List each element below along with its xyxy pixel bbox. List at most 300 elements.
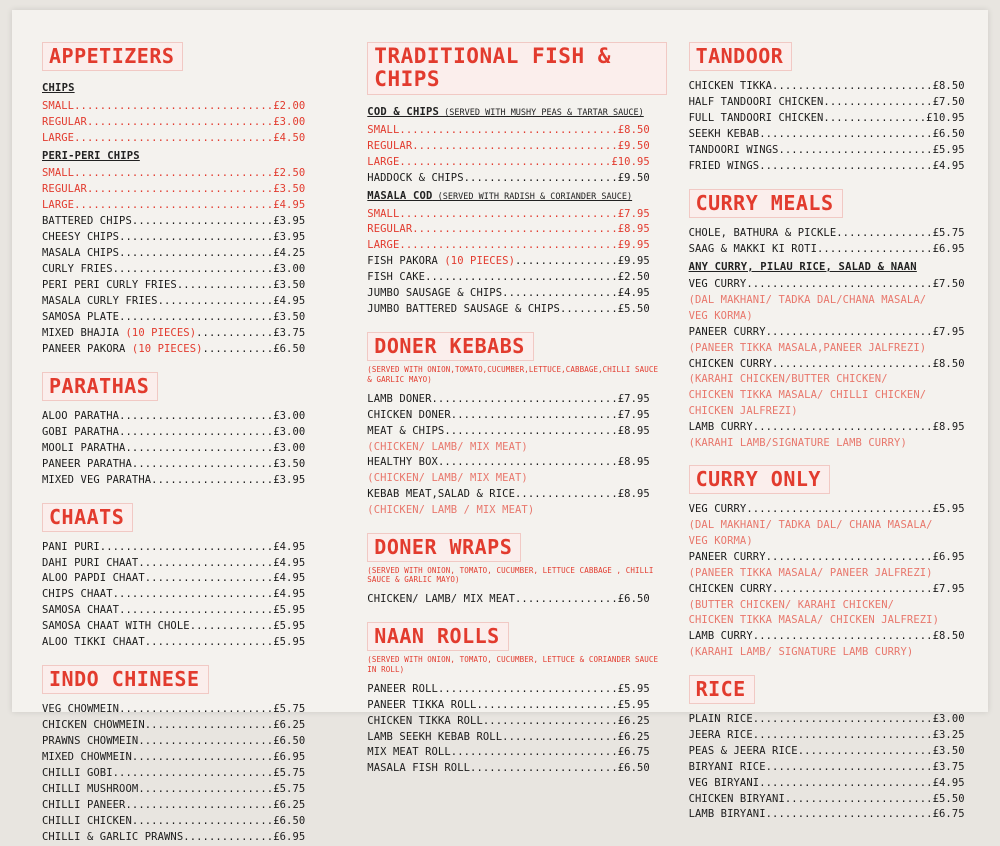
menu-item [689, 277, 970, 293]
menu-item-price: £2.50 [617, 271, 650, 284]
menu-item [689, 357, 970, 373]
menu-item-price: £5.95 [273, 604, 306, 617]
menu-item-price: £7.95 [617, 207, 650, 220]
menu-item [42, 310, 339, 326]
menu-item-list [367, 123, 666, 187]
menu-item-name: CURLY FRIES [42, 263, 113, 276]
menu-item-name: LAMB CURRY [688, 420, 753, 433]
menu-item [42, 718, 339, 734]
menu-item-price: £6.50 [273, 814, 306, 827]
menu-item: (KARAHI LAMB/ SIGNATURE LAMB CURRY) [688, 646, 914, 658]
group-subheading: MASALA COD (SERVED WITH RADISH & CORIANDER SAUCE) [367, 189, 633, 202]
menu-item-price: £7.95 [932, 582, 965, 595]
dot-leader: ................ [823, 111, 927, 124]
dot-leader: ..................... [797, 744, 933, 757]
menu-item: (CHICKEN/ LAMB / MIX MEAT) [367, 503, 535, 516]
dot-leader: .................... [144, 636, 274, 649]
menu-item-price: £6.75 [932, 808, 965, 821]
menu-item [42, 342, 339, 358]
group-note: (SERVED WITH MUSHY PEAS & TARTAR SAUCE) [439, 108, 644, 119]
menu-item-list [689, 277, 970, 451]
menu-section-appetizers [42, 32, 339, 358]
menu-item-list [689, 502, 970, 660]
menu-item-price: £6.95 [932, 550, 965, 563]
menu-item-name: SAMOSA CHAAT [42, 604, 120, 617]
menu-item-name: DAHI PURI CHAAT [42, 556, 139, 569]
menu-item-list [42, 540, 339, 652]
menu-item-name: ALOO PAPDI CHAAT [42, 572, 145, 585]
menu-item-price: £8.50 [617, 123, 650, 136]
menu-item-name: VEG CURRY [688, 503, 747, 516]
menu-item [689, 550, 970, 566]
menu-item-name: HEALTHY BOX [367, 456, 438, 469]
menu-item-price: £3.50 [273, 457, 306, 470]
menu-item-name: MIXED CHOWMEIN [42, 751, 132, 764]
dot-leader: ........................ [119, 409, 274, 422]
dot-leader: ..................... [138, 735, 274, 748]
menu-item: (PANEER TIKKA MASALA/ PANEER JALFREZI) [688, 566, 933, 579]
menu-item-price: £4.95 [273, 540, 306, 553]
section-heading-rice: RICE [689, 675, 755, 704]
menu-item-name: MIXED VEG PARATHA [42, 473, 152, 486]
dot-leader: ........................ [119, 247, 274, 260]
menu-item [367, 238, 666, 254]
menu-item-price: £6.50 [273, 342, 306, 355]
dot-leader: ............................ [752, 630, 933, 643]
menu-item [42, 782, 339, 798]
menu-item-price: £3.00 [273, 263, 306, 276]
menu-item-price: £3.00 [273, 425, 306, 438]
menu-item [42, 830, 339, 846]
section-heading-appetizers: APPETIZERS [42, 42, 183, 71]
menu-item [367, 302, 666, 318]
menu-item [367, 455, 666, 471]
menu-item [42, 294, 339, 310]
menu-item-name: REGULAR [367, 223, 413, 236]
dot-leader: ................ [515, 487, 618, 500]
menu-item [367, 408, 666, 424]
menu-item-name: CHICKEN CURRY [688, 582, 773, 595]
menu-item [689, 226, 970, 242]
menu-item [367, 222, 666, 238]
menu-section-doner-wraps [367, 523, 666, 608]
menu-item-price: £4.95 [932, 159, 965, 172]
menu-item-price: £3.00 [932, 712, 965, 725]
menu-section-rice [689, 665, 970, 824]
dot-leader: ................ [515, 593, 618, 606]
menu-item-price: £4.50 [273, 131, 306, 144]
menu-item-name: BATTERED CHIPS [42, 215, 132, 228]
menu-item-price: £8.50 [932, 630, 965, 643]
menu-item-price: £9.50 [617, 171, 650, 184]
dot-leader: ................................. [399, 155, 612, 168]
menu-item-price: £3.50 [273, 183, 306, 196]
menu-item-name: FISH CAKE [367, 271, 426, 284]
menu-item-price: £4.95 [617, 287, 650, 300]
menu-item [42, 540, 339, 556]
section-heading-indo-chinese: INDO CHINESE [42, 665, 209, 694]
dot-leader: ............................ [437, 682, 618, 695]
menu-item-price: £3.95 [273, 231, 306, 244]
menu-column-middle [345, 32, 672, 775]
menu-item: (KARAHI LAMB/SIGNATURE LAMB CURRY) [688, 436, 907, 449]
dot-leader: ........................... [759, 159, 933, 172]
dot-leader: ........................ [778, 143, 933, 156]
menu-item-price: £6.50 [932, 127, 965, 140]
menu-item-price: £6.95 [273, 751, 306, 764]
menu-item [367, 730, 666, 746]
menu-item-name: JUMBO SAUSAGE & CHIPS [367, 287, 503, 300]
menu-item [367, 698, 666, 714]
menu-item-name: FISH PAKORA [367, 255, 438, 268]
menu-item [42, 587, 339, 603]
section-heading-parathas: PARATHAS [42, 372, 158, 401]
menu-item-name: PRAWNS CHOWMEIN [42, 735, 139, 748]
menu-item [42, 556, 339, 572]
dot-leader: .................... [144, 572, 274, 585]
menu-item-name: SAMOSA CHAAT WITH CHOLE [42, 620, 190, 633]
menu-item: CHICKEN TIKKA MASALA/ CHILLI CHICKEN/ [688, 389, 927, 402]
dot-leader: .......................... [765, 760, 933, 773]
section-heading-fish-and-chips: TRADITIONAL FISH & CHIPS [367, 42, 666, 95]
menu-item [42, 441, 339, 457]
dot-leader: ..................... [482, 714, 618, 727]
menu-item-price: £4.95 [273, 572, 306, 585]
menu-item-name: CHILLI GOBI [42, 767, 113, 780]
dot-leader: ........................ [119, 425, 274, 438]
menu-item-price: £4.95 [273, 199, 306, 212]
dot-leader: ............................. [431, 392, 618, 405]
menu-item-price: £5.75 [273, 767, 306, 780]
dot-leader: ............................... [74, 131, 274, 144]
menu-item-price: £3.50 [273, 310, 306, 323]
menu-item-name: MASALA CURLY FRIES [42, 294, 158, 307]
dot-leader: ............................. [86, 115, 274, 128]
menu-item-name: CHICKEN/ LAMB/ MIX MEAT [367, 593, 515, 606]
menu-item [689, 712, 970, 728]
menu-item-price: £6.95 [273, 830, 306, 843]
menu-item-name: MEAT & CHIPS [367, 424, 445, 437]
menu-item [367, 392, 666, 408]
menu-item [367, 139, 666, 155]
menu-item [42, 131, 339, 147]
menu-item-name: SAMOSA PLATE [42, 310, 120, 323]
section-heading-doner-wraps: DONER WRAPS [367, 533, 521, 562]
menu-item-price: £5.75 [273, 703, 306, 716]
menu-item-price: £4.25 [273, 247, 306, 260]
menu-item-price: £2.50 [273, 167, 306, 180]
dot-leader: ...................... [131, 751, 274, 764]
menu-item-name: PANEER CURRY [688, 550, 766, 563]
menu-item-price: £3.00 [273, 441, 306, 454]
menu-item [42, 814, 339, 830]
menu-item [367, 123, 666, 139]
dot-leader: ....................... [470, 762, 618, 775]
menu-item [689, 582, 970, 598]
menu-item-name: PANEER PAKORA [42, 342, 126, 355]
menu-item-name: HADDOCK & CHIPS [367, 171, 464, 184]
menu-item-name: ALOO TIKKI CHAAT [42, 636, 145, 649]
menu-item-name: SEEKH KEBAB [688, 127, 760, 140]
menu-item [689, 728, 970, 744]
menu-item-name: LAMB BIRYANI [688, 808, 766, 821]
menu-item [367, 424, 666, 440]
menu-item-name: REGULAR [42, 115, 87, 128]
menu-item-name: REGULAR [42, 183, 87, 196]
menu-section-chaats [42, 493, 339, 652]
menu-item-name: CHICKEN TIKKA [688, 80, 773, 92]
menu-section-curry-only [689, 455, 970, 660]
menu-item-name: LARGE [367, 239, 400, 252]
menu-item-quantity: (10 PIECES) [119, 326, 197, 339]
menu-item [689, 502, 970, 518]
dot-leader: ......................... [772, 80, 933, 92]
menu-item-price: £6.95 [932, 242, 965, 255]
dot-leader: ........................... [759, 127, 933, 140]
menu-item-name: LARGE [367, 155, 400, 168]
menu-item-price: £8.95 [617, 487, 650, 500]
menu-item-name: CHICKEN CHOWMEIN [42, 719, 145, 732]
menu-item-price: £3.95 [273, 473, 306, 486]
group-subheading: CHIPS [42, 82, 75, 94]
dot-leader: ............................ [752, 712, 933, 725]
menu-item [367, 682, 666, 698]
menu-item [42, 473, 339, 489]
menu-item-name: VEG BIRYANI [688, 776, 760, 789]
menu-item [689, 776, 970, 792]
menu-item [42, 182, 339, 198]
menu-item-name: SMALL [42, 167, 75, 180]
menu-item-name: CHIPS CHAAT [42, 588, 113, 601]
dot-leader: ......................... [112, 263, 274, 276]
menu-item [689, 807, 970, 823]
menu-item-name: SMALL [42, 99, 75, 112]
menu-item-name: MOOLI PARATHA [42, 441, 126, 454]
menu-item-name: VEG CURRY [688, 278, 747, 291]
menu-item-price: £3.95 [273, 215, 306, 228]
menu-item-name: PANEER CURRY [688, 325, 766, 338]
dot-leader: ............................... [74, 199, 274, 212]
menu-section-doner-kebabs [367, 322, 666, 519]
dot-leader: ...................... [131, 814, 274, 827]
dot-leader: ............................ [752, 420, 933, 433]
dot-leader: ..................... [138, 783, 274, 795]
menu-item-price: £6.25 [273, 798, 306, 811]
menu-item-price: £6.25 [273, 719, 306, 732]
dot-leader: ................................ [412, 139, 618, 152]
menu-item: (PANEER TIKKA MASALA,PANEER JALFREZI) [688, 341, 927, 354]
section-heading-curry-meals: CURRY MEALS [689, 189, 843, 218]
dot-leader: .................................. [399, 207, 618, 220]
dot-leader: .................. [502, 287, 618, 300]
dot-leader: ............................ [752, 728, 933, 741]
section-serving-note: (SERVED WITH ONION, TOMATO, CUCUMBER, LETTUCE CABBAGE , CHILLI SAUCE & GARLIC MAYO) [367, 565, 654, 585]
menu-item-name: HALF TANDOORI CHICKEN [688, 95, 824, 108]
group-subheading: COD & CHIPS (SERVED WITH MUSHY PEAS & TARTAR SAUCE) [367, 106, 644, 119]
menu-item-name: PANEER TIKKA ROLL [367, 698, 477, 711]
menu-item [367, 487, 666, 503]
dot-leader: ........................... [444, 424, 618, 437]
menu-item [367, 254, 666, 270]
menu-item [689, 792, 970, 808]
menu-item-price: £6.75 [617, 746, 650, 759]
menu-item-name: BIRYANI RICE [688, 760, 766, 773]
menu-item-name: MIXED BHAJIA [42, 326, 120, 339]
menu-item-list [689, 226, 970, 258]
menu-item-name: PLAIN RICE [688, 712, 753, 725]
dot-leader: .................. [817, 242, 933, 255]
menu-item [42, 166, 339, 182]
dot-leader: ......................... [772, 357, 933, 370]
menu-item-name: CHICKEN TIKKA ROLL [367, 714, 483, 727]
dot-leader: ................................ [412, 223, 618, 236]
menu-item-quantity: (10 PIECES) [125, 342, 203, 355]
menu-item-name: CHICKEN DONER [367, 408, 451, 421]
menu-item [42, 425, 339, 441]
group-note: (SERVED WITH RADISH & CORIANDER SAUCE) [432, 191, 633, 202]
menu-item [42, 635, 339, 651]
menu-item-name: MASALA CHIPS [42, 247, 120, 260]
menu-item [689, 420, 970, 436]
menu-item-name: CHOLE, BATHURA & PICKLE [688, 226, 837, 239]
menu-item-price: £3.50 [273, 279, 306, 292]
menu-item-price: £6.50 [617, 593, 650, 606]
dot-leader: ......................... [772, 582, 933, 595]
menu-item [367, 270, 666, 286]
menu-item [42, 734, 339, 750]
menu-item [42, 409, 339, 425]
menu-item-name: JEERA RICE [688, 728, 753, 741]
menu-item-name: CHICKEN CURRY [688, 357, 773, 370]
menu-item-name: LAMB CURRY [688, 630, 753, 643]
menu-item [42, 278, 339, 294]
menu-item-price: £10.95 [611, 155, 650, 168]
menu-item [689, 744, 970, 760]
dot-leader: ....................... [784, 792, 933, 805]
menu-item [689, 111, 970, 127]
menu-item-list [367, 682, 666, 778]
menu-item-price: £4.95 [273, 556, 306, 569]
menu-item [689, 629, 970, 645]
dot-leader: ................. [823, 95, 933, 108]
menu-item [42, 619, 339, 635]
menu-item-name: PERI PERI CURLY FRIES [42, 279, 177, 292]
menu-item-price: £5.50 [617, 303, 650, 316]
menu-item [42, 603, 339, 619]
menu-item-list [42, 702, 339, 846]
menu-item [367, 286, 666, 302]
menu-item-name: REGULAR [367, 139, 413, 152]
menu-item-name: KEBAB MEAT,SALAD & RICE [367, 487, 515, 500]
menu-item-name: LARGE [42, 131, 75, 144]
dot-leader: ......................... [112, 767, 274, 780]
menu-item [42, 214, 339, 230]
menu-item-price: £5.95 [932, 143, 965, 156]
menu-item-price: £4.95 [273, 294, 306, 307]
menu-item-name: LAMB DONER [367, 392, 432, 405]
menu-item [367, 592, 666, 608]
menu-item-price: £5.95 [932, 503, 965, 516]
dot-leader: .......................... [765, 550, 933, 563]
dot-leader: ................... [151, 473, 274, 486]
menu-item-price: £8.95 [617, 456, 650, 469]
section-serving-note: (SERVED WITH ONION, TOMATO, CUCUMBER, LETTUCE & CORIANDER SAUCE IN ROLL) [367, 655, 659, 674]
dot-leader: ........................ [463, 171, 618, 184]
menu-item-price: £6.50 [617, 762, 650, 775]
menu-item: CHICKEN TIKKA MASALA/ CHICKEN JALFREZI) [688, 614, 940, 627]
menu-section-curry-meals [689, 179, 970, 452]
menu-item [689, 95, 970, 111]
menu-section-indo-chinese [42, 655, 339, 846]
menu-item [42, 702, 339, 718]
menu-item: (CHICKEN/ LAMB/ MIX MEAT) [367, 440, 528, 453]
menu-item-name: GOBI PARATHA [42, 425, 120, 438]
menu-item-price: £4.95 [932, 776, 965, 789]
menu-item: (DAL MAKHANI/ TADKA DAL/CHANA MASALA/ [688, 294, 927, 307]
group-subheading: ANY CURRY, PILAU RICE, SALAD & NAAN [688, 260, 917, 273]
dot-leader: .......................... [765, 808, 933, 821]
menu-item-price: £3.00 [273, 115, 306, 128]
menu-item-name: FULL TANDOORI CHICKEN [688, 111, 824, 124]
section-heading-curry-only: CURRY ONLY [689, 465, 830, 494]
dot-leader: .......................... [450, 746, 618, 759]
menu-section-naan-rolls [367, 612, 666, 777]
section-heading-chaats: CHAATS [42, 503, 133, 532]
dot-leader: ............ [196, 326, 274, 339]
menu-item [42, 198, 339, 214]
menu-item-price: £5.95 [273, 636, 306, 649]
menu-item-price: £2.00 [273, 99, 306, 112]
menu-item [42, 571, 339, 587]
menu-page [12, 10, 988, 843]
menu-item-price: £7.95 [617, 392, 650, 405]
menu-item [367, 171, 666, 187]
menu-item-price: £5.50 [932, 792, 965, 805]
dot-leader: ....................... [125, 798, 274, 811]
menu-item-name: LARGE [42, 199, 75, 212]
menu-item-price: £7.50 [932, 278, 965, 291]
dot-leader: ............................ [437, 456, 618, 469]
dot-leader: ......... [559, 303, 618, 316]
menu-item-price: £5.95 [617, 698, 650, 711]
dot-leader: ...................... [476, 698, 618, 711]
menu-item [689, 159, 970, 175]
section-heading-naan-rolls: NAAN ROLLS [367, 622, 508, 651]
menu-item-name: SMALL [367, 207, 400, 220]
menu-item-price: £5.75 [273, 783, 306, 795]
menu-item: CHICKEN JALFREZI) [688, 404, 798, 417]
menu-item [367, 761, 666, 777]
menu-section-parathas [42, 362, 339, 489]
menu-item-name: PANEER ROLL [367, 682, 438, 695]
dot-leader: .............................. [425, 271, 618, 284]
group-subheading: PERI-PERI CHIPS [42, 149, 140, 162]
menu-item [42, 766, 339, 782]
dot-leader: ............... [836, 226, 933, 239]
menu-item [42, 457, 339, 473]
menu-item [367, 745, 666, 761]
menu-item-price: £8.95 [932, 420, 965, 433]
dot-leader: ........................ [119, 604, 274, 617]
menu-section-tandoor [689, 32, 970, 175]
menu-item-list [689, 79, 970, 175]
dot-leader: ........................ [119, 231, 274, 244]
menu-item-price: £3.50 [932, 744, 965, 757]
menu-item-name: CHILLI & GARLIC PRAWNS [42, 830, 184, 843]
dot-leader: .................................. [399, 123, 618, 136]
menu-item-list [42, 166, 339, 357]
dot-leader: ............................... [74, 167, 274, 180]
